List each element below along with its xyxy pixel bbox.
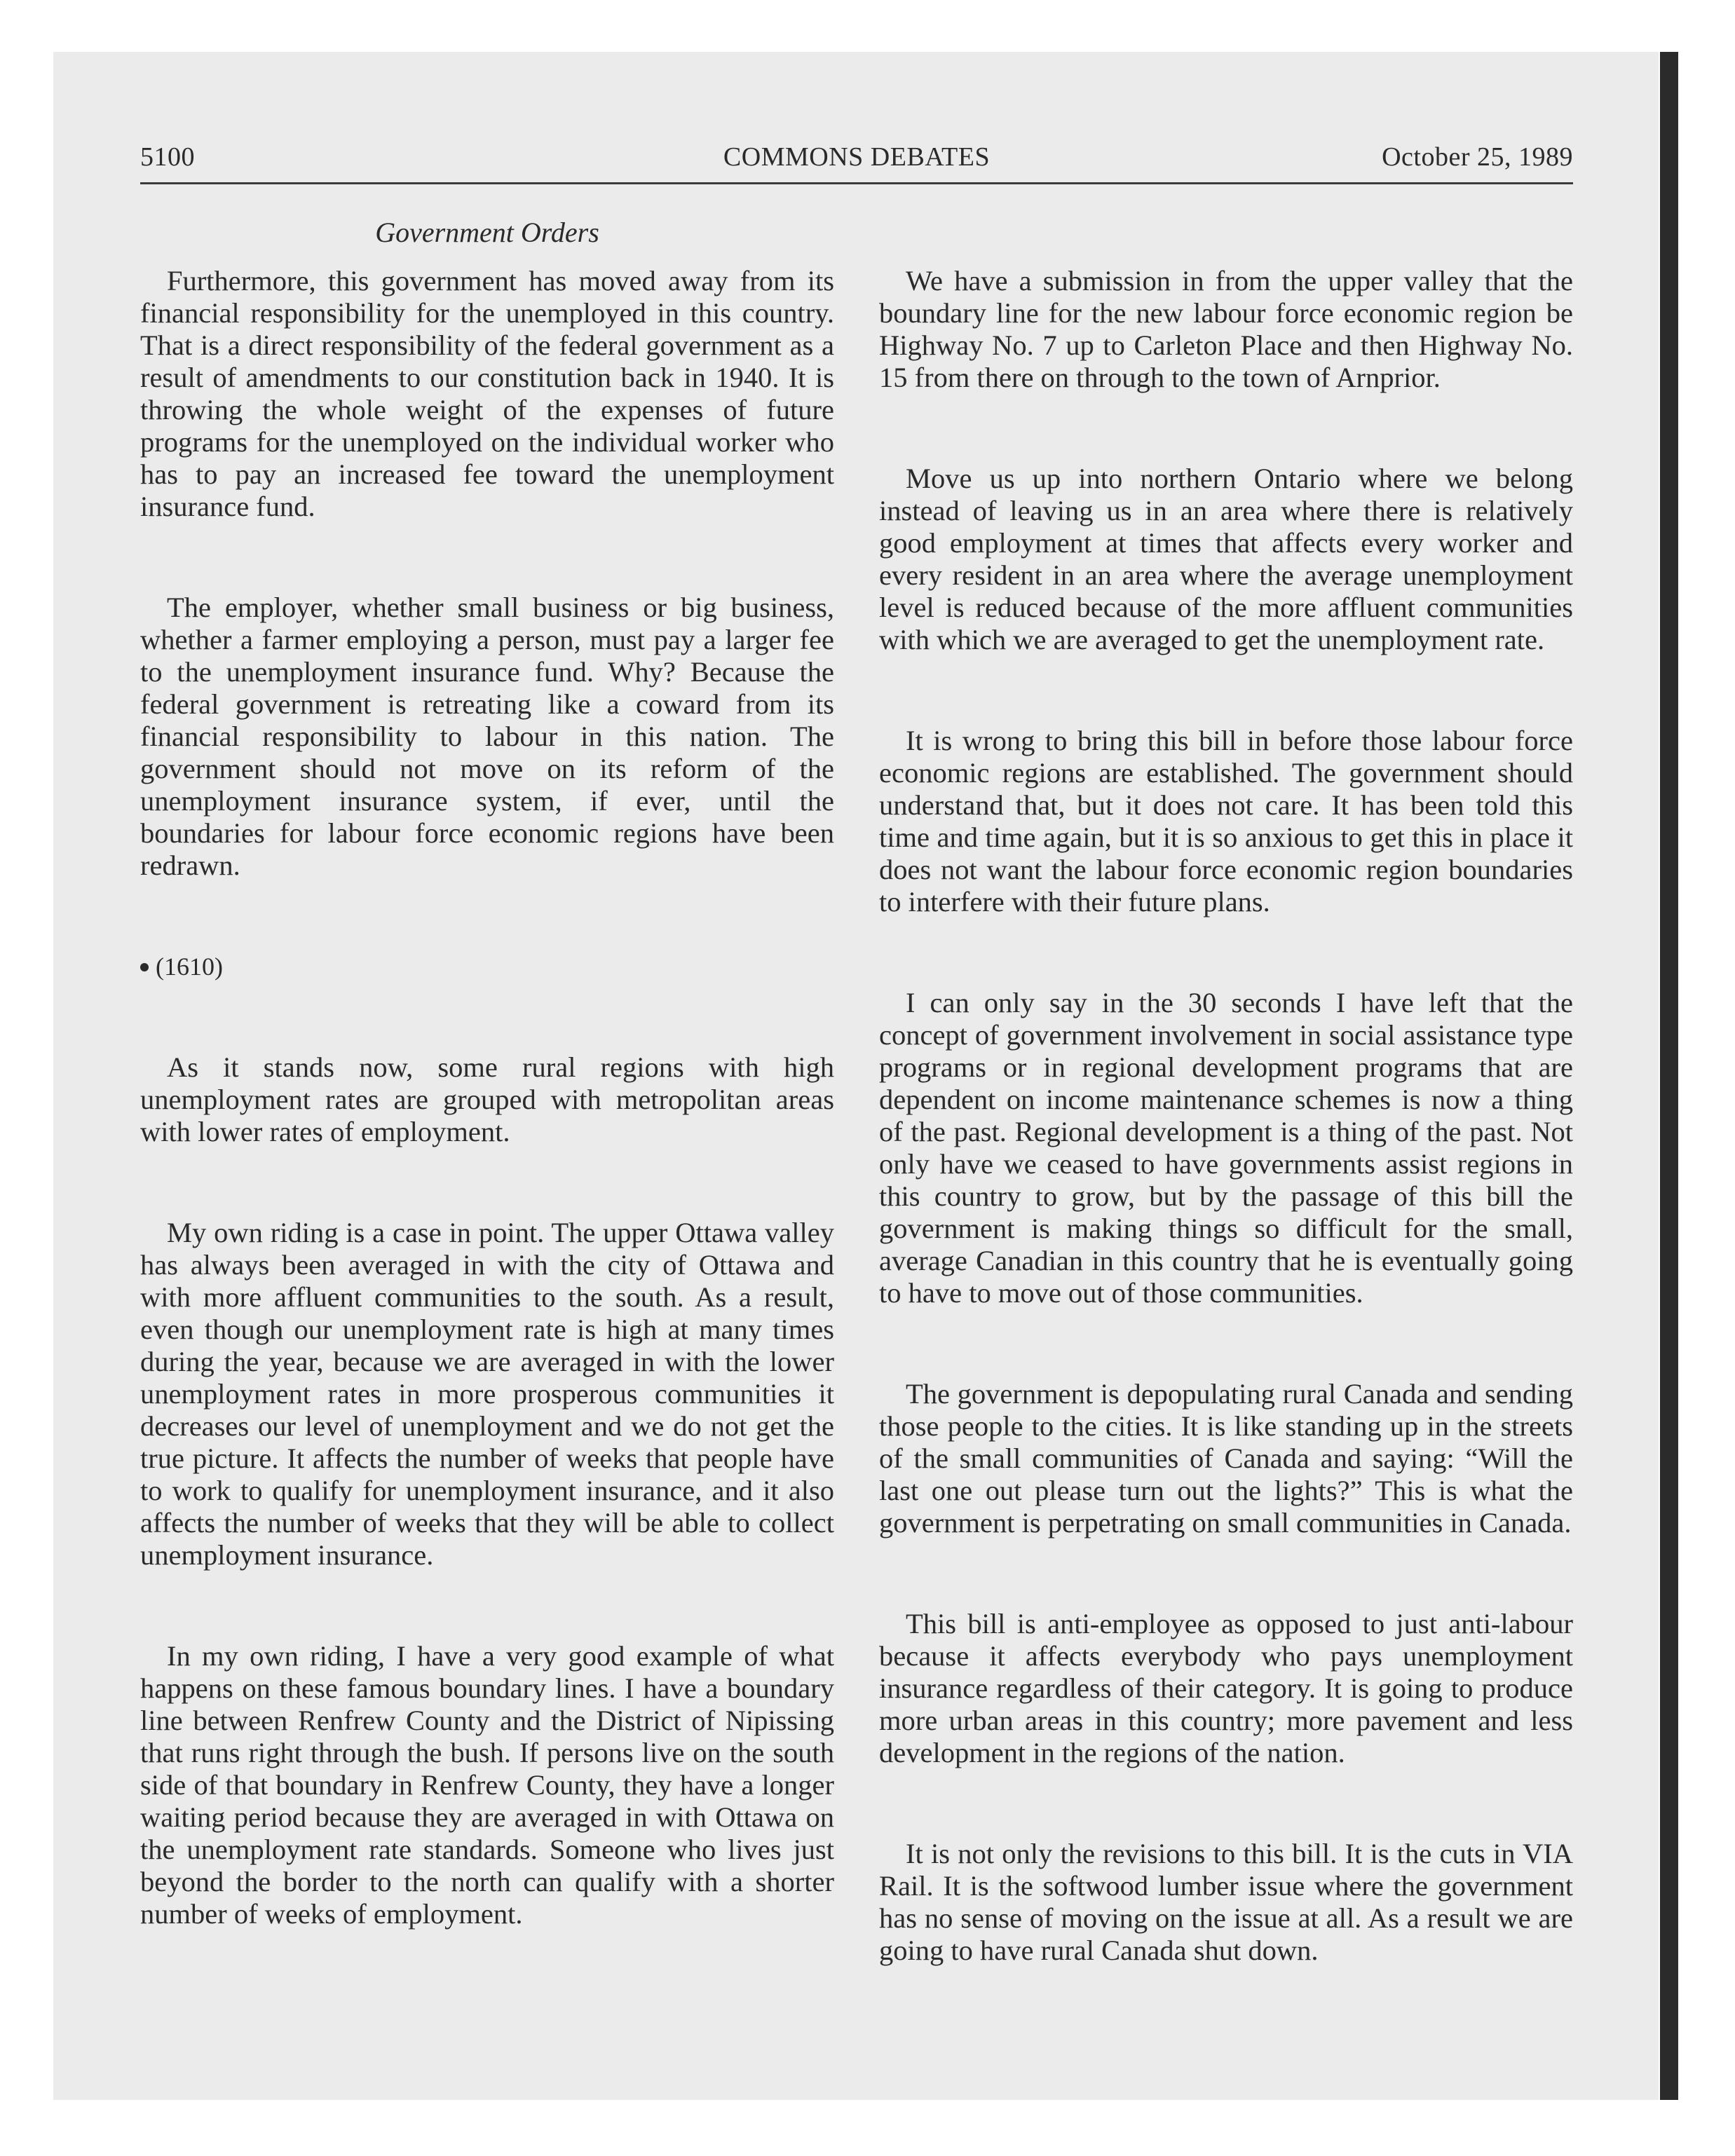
paragraph: I can only say in the 30 seconds I have left that the concept of government involvement in social assistance type programs or in regional development programs that are dependent on income maintenance schemes is now a thing of the past. Regional development is a thing of the past. Not only have we ceased to have governments assist regions in this country to grow, but by the passage of this bill the government is making things so difficult for the small, average Canadian in this country that he is eventually going to have to move out of those communities. <box>879 987 1573 1309</box>
bullet-icon <box>140 963 149 971</box>
page-header <box>140 140 1573 184</box>
paragraph: Furthermore, this government has moved away from its financial responsibility for the unemployed in this country. That is a direct responsibility of the federal government as a result of amendments to our constitution back in 1940. It is throwing the whole weight of the expenses of future programs for the unemployed on the individual worker who has to pay an increased fee toward the unemployment insurance fund. <box>140 265 834 522</box>
left-column <box>140 265 834 1999</box>
time-marker-text: (1610) <box>156 953 223 981</box>
paragraph: The employer, whether small business or big business, whether a farmer employing a person, must pay a larger fee to the unemployment insurance fund. Why? Because the federal government is retreating like a coward from its financial responsibility to labour in this nation. The government should not move on its reform of the unemployment insurance system, if ever, until the boundaries for labour force economic regions have been redrawn. <box>140 592 834 881</box>
time-marker <box>140 950 834 983</box>
paragraph: It is wrong to bring this bill in before those labour force economic regions are established. The government should understand that, but it does not care. It has been told this time and time again, but it is so anxious to get this in place it does not want the labour force economic region boundaries to interfere with their future plans. <box>879 725 1573 917</box>
right-column <box>879 265 1573 2035</box>
section-title: Government Orders <box>375 217 599 248</box>
page-date: October 25, 1989 <box>1382 142 1573 172</box>
paragraph: The government is depopulating rural Canada and sending those people to the cities. It is like standing up in the streets of the small communities of Canada and saying: “Will the last one out please turn out the lights?” This is what the government is perpetrating on small communities in Canada. <box>879 1378 1573 1538</box>
paragraph: Move us up into northern Ontario where we belong instead of leaving us in an area where there is relatively good employment at times that affects every worker and every resident in an area where the average unemployment level is reduced because of the more affluent communities with which we are averaged to get the unemployment rate. <box>879 463 1573 655</box>
paragraph: My own riding is a case in point. The upper Ottawa valley has always been averaged in with the city of Ottawa and with more affluent communities to the south. As a result, even though our unemployment rate is high at many times during the year, because we are averaged in with the lower unemployment rates in more prosperous communities it decreases our level of unemployment and we do not get the true picture. It affects the number of weeks that people have to work to qualify for unemployment insurance, and it also affects the number of weeks that they will be able to collect unemployment insurance. <box>140 1217 834 1571</box>
page-number: 5100 <box>140 142 195 172</box>
journal-title: COMMONS DEBATES <box>723 142 991 172</box>
paragraph: This bill is anti-employee as opposed to just anti-labour because it affects everybody who pays unemployment insurance regardless of their category. It is going to produce more urban areas in this country; more pavement and less development in the regions of the nation. <box>879 1608 1573 1768</box>
paragraph: We have a submission in from the upper valley that the boundary line for the new labour force economic region be Highway No. 7 up to Carleton Place and then Highway No. 15 from there on through to the town of Arnprior. <box>879 265 1573 393</box>
paragraph: In my own riding, I have a very good example of what happens on these famous boundary lines. I have a boundary line between Renfrew County and the District of Nipissing that runs right through the bush. If persons live on the south side of that boundary in Renfrew County, they have a longer waiting period because they are averaged in with Ottawa on the unemployment rate standards. Someone who lives just beyond the border to the north can qualify with a shorter number of weeks of employment. <box>140 1640 834 1930</box>
paragraph: It is not only the revisions to this bill. It is the cuts in VIA Rail. It is the softwood lumber issue where the government has no sense of moving on the issue at all. As a result we are going to have rural Canada shut down. <box>879 1838 1573 1966</box>
scan-edge-shadow <box>1660 52 1678 2100</box>
paragraph: As it stands now, some rural regions with high unemployment rates are grouped with metropolitan areas with lower rates of employment. <box>140 1051 834 1147</box>
